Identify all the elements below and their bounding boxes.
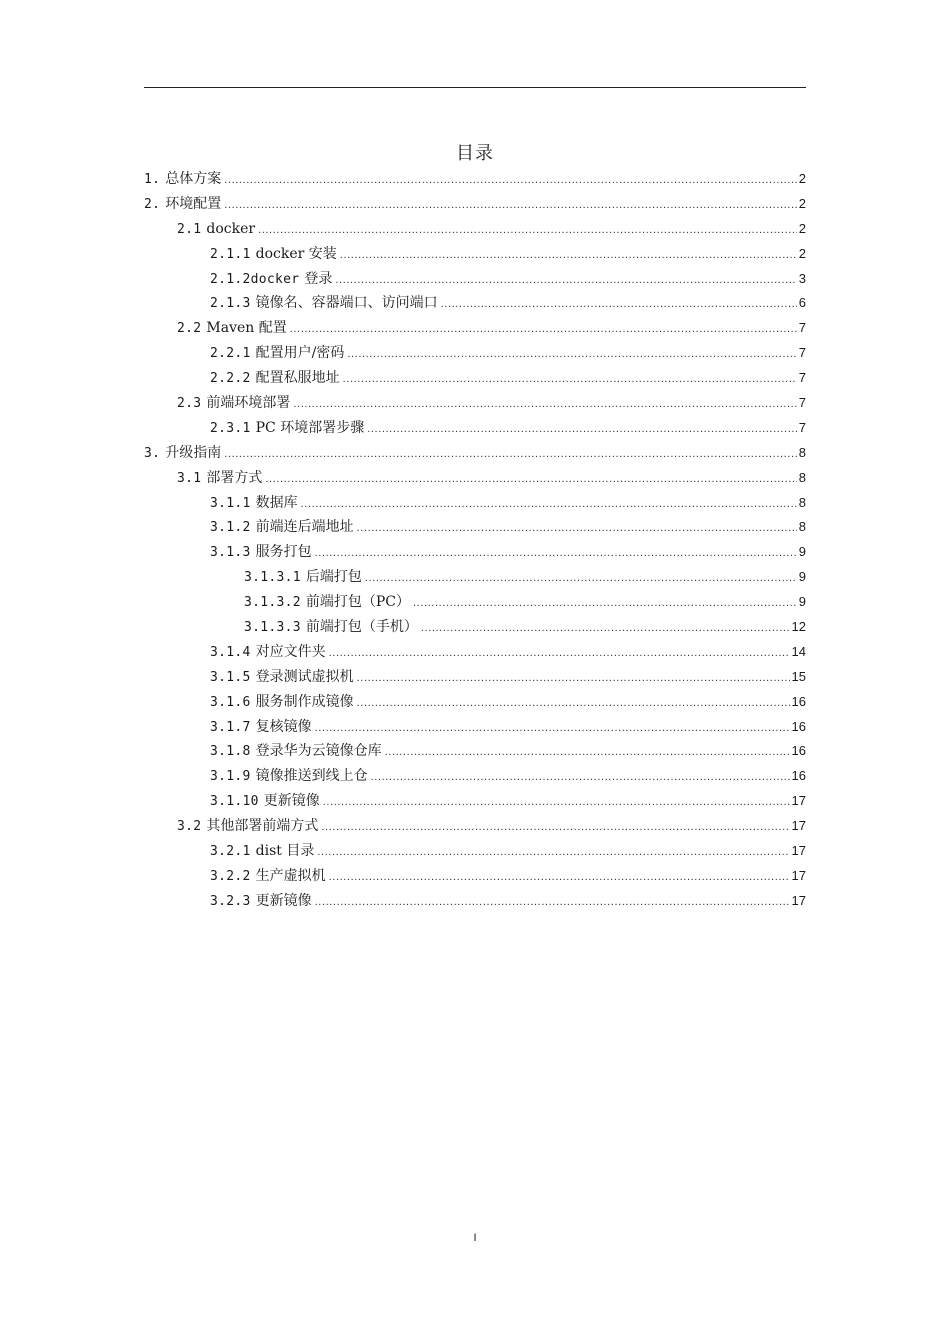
toc-entry-number: 3.1.8 <box>210 744 251 760</box>
toc-entry[interactable] <box>144 690 806 715</box>
toc-entry-title: 前端打包（PC） <box>305 594 411 611</box>
toc-entry-number: 3.1.9 <box>210 769 251 785</box>
toc-dot-leader <box>340 243 797 268</box>
toc-dot-leader <box>265 467 796 492</box>
toc-entry-number: 2.1.3 <box>210 296 251 312</box>
toc-entry-title: 对应文件夹 <box>255 643 326 660</box>
toc-dot-leader <box>347 342 796 367</box>
toc-dot-leader <box>371 765 790 790</box>
toc-entry-number: 3.1.3 <box>210 545 251 561</box>
toc-entry-title: dist 目录 <box>255 843 315 860</box>
toc-entry-number: 3.2 <box>177 819 202 835</box>
toc-entry-title: 配置用户/密码 <box>255 345 345 362</box>
toc-entry[interactable] <box>144 491 806 516</box>
toc-entry-page: 9 <box>798 569 806 585</box>
toc-entry-number: 2.1.2docker <box>210 271 300 287</box>
toc-entry[interactable] <box>144 665 806 690</box>
toc-dot-leader <box>301 492 797 517</box>
toc-entry-number: 3.2.1 <box>210 844 251 860</box>
footer-page-number: I <box>473 1232 477 1244</box>
toc-entry-page: 2 <box>798 220 806 236</box>
toc-entry-number: 3.2.3 <box>210 893 251 909</box>
toc-entry-title: 升级指南 <box>165 444 222 461</box>
toc-dot-leader <box>224 193 797 218</box>
toc-entry-title: 环境配置 <box>165 195 222 212</box>
toc-entry-number: 3.1.2 <box>210 520 251 536</box>
toc-entry[interactable] <box>144 565 806 590</box>
toc-entry-number: 3.1.1 <box>210 495 251 511</box>
toc-entry-page: 8 <box>798 494 806 510</box>
toc-entry-number: 2.2.2 <box>210 371 251 387</box>
toc-dot-leader <box>293 392 796 417</box>
toc-entry-title: 前端环境部署 <box>206 395 291 412</box>
toc-entry-number: 3. <box>144 445 161 461</box>
toc-entry-page: 16 <box>791 743 806 759</box>
toc-entry-title: 登录测试虚拟机 <box>255 668 354 685</box>
toc-entry[interactable] <box>144 715 806 740</box>
toc-entry-number: 2. <box>144 196 161 212</box>
toc-entry-title: 更新镜像 <box>263 793 320 810</box>
toc-title: 目录 <box>456 143 494 164</box>
toc-dot-leader <box>441 292 797 317</box>
toc-entry-number: 2.1 <box>177 221 202 237</box>
toc-dot-leader <box>258 218 797 243</box>
toc-entry-page: 8 <box>798 469 806 485</box>
toc-entry-page: 3 <box>798 270 806 286</box>
toc-entry[interactable] <box>144 540 806 565</box>
toc-entry-number: 2.2.1 <box>210 346 251 362</box>
toc-entry-title: PC 环境部署步骤 <box>255 419 365 436</box>
toc-entry[interactable] <box>144 416 806 441</box>
toc-entry-page: 17 <box>791 892 806 908</box>
toc-entry[interactable] <box>144 814 806 839</box>
toc-dot-leader <box>357 691 790 716</box>
toc-dot-leader <box>323 790 790 815</box>
toc-entry-page: 2 <box>798 245 806 261</box>
toc-entry-title: 数据库 <box>255 494 298 511</box>
toc-dot-leader <box>357 666 790 691</box>
toc-entry-number: 3.1.3.1 <box>244 570 301 586</box>
toc-dot-leader <box>315 716 790 741</box>
toc-entry-page: 9 <box>798 544 806 560</box>
table-of-contents <box>144 167 806 914</box>
toc-entry-title: 复核镜像 <box>255 718 312 735</box>
toc-entry-number: 3.1.4 <box>210 644 251 660</box>
toc-entry-page: 17 <box>791 867 806 883</box>
toc-entry-page: 9 <box>798 594 806 610</box>
toc-entry-title: 前端连后端地址 <box>255 519 354 536</box>
toc-entry-page: 17 <box>791 818 806 834</box>
toc-entry-title: docker 安装 <box>255 245 337 262</box>
toc-dot-leader <box>329 865 790 890</box>
toc-entry-page: 7 <box>798 345 806 361</box>
toc-entry-page: 17 <box>791 793 806 809</box>
toc-dot-leader <box>367 417 797 442</box>
toc-entry-title: 生产虚拟机 <box>255 867 326 884</box>
toc-dot-leader <box>421 616 790 641</box>
toc-entry-title: docker <box>206 220 256 237</box>
toc-entry-page: 8 <box>798 519 806 535</box>
toc-entry-page: 16 <box>791 718 806 734</box>
toc-dot-leader <box>329 641 790 666</box>
toc-entry-number: 3.1.5 <box>210 669 251 685</box>
toc-entry[interactable] <box>144 466 806 491</box>
toc-entry-title: 登录 <box>304 270 333 287</box>
toc-entry-page: 7 <box>798 370 806 386</box>
toc-entry[interactable] <box>144 192 806 217</box>
toc-entry[interactable] <box>144 615 806 640</box>
toc-entry[interactable] <box>144 291 806 316</box>
header-rule <box>144 87 806 88</box>
toc-entry[interactable] <box>144 366 806 391</box>
toc-entry-number: 3.2.2 <box>210 868 251 884</box>
toc-entry[interactable] <box>144 267 806 292</box>
toc-entry-title: 更新镜像 <box>255 892 312 909</box>
toc-dot-leader <box>224 442 797 467</box>
toc-dot-leader <box>315 890 790 915</box>
toc-entry-number: 3.1.6 <box>210 694 251 710</box>
toc-entry-page: 15 <box>791 668 806 684</box>
toc-entry-title: 总体方案 <box>165 171 222 187</box>
toc-entry-page: 17 <box>791 843 806 859</box>
toc-entry[interactable] <box>144 316 806 341</box>
toc-entry-title: 镜像名、容器端口、访问端口 <box>255 295 438 312</box>
toc-entry-title: 其他部署前端方式 <box>206 818 319 835</box>
toc-entry-number: 2.3.1 <box>210 420 251 436</box>
toc-entry-title: 镜像推送到线上仓 <box>255 768 368 785</box>
toc-dot-leader <box>224 168 797 193</box>
toc-entry-number: 2.2 <box>177 321 202 337</box>
toc-entry-title: 配置私服地址 <box>255 370 340 387</box>
toc-entry-page: 2 <box>798 195 806 211</box>
toc-entry[interactable] <box>144 217 806 242</box>
toc-entry-number: 3.1.3.2 <box>244 595 301 611</box>
toc-entry-number: 2.1.1 <box>210 246 251 262</box>
toc-entry-number: 1. <box>144 172 161 187</box>
toc-entry-page: 12 <box>791 619 806 635</box>
toc-entry-page: 8 <box>798 444 806 460</box>
toc-entry-number: 3.1.7 <box>210 719 251 735</box>
toc-entry[interactable] <box>144 789 806 814</box>
toc-entry-title: 部署方式 <box>206 469 263 486</box>
toc-entry-title: 服务打包 <box>255 544 312 561</box>
toc-entry[interactable] <box>144 590 806 615</box>
toc-entry[interactable] <box>144 839 806 864</box>
toc-entry-page: 16 <box>791 768 806 784</box>
toc-entry[interactable] <box>144 764 806 789</box>
toc-dot-leader <box>357 516 797 541</box>
toc-entry[interactable] <box>144 242 806 267</box>
toc-dot-leader <box>317 840 789 865</box>
toc-entry[interactable] <box>144 640 806 665</box>
toc-entry-number: 3.1 <box>177 470 202 486</box>
toc-entry-page: 16 <box>791 693 806 709</box>
toc-entry-page: 7 <box>798 395 806 411</box>
toc-entry-number: 2.3 <box>177 396 202 412</box>
toc-entry[interactable] <box>144 391 806 416</box>
toc-entry-page: 2 <box>798 171 806 186</box>
toc-entry-page: 6 <box>798 295 806 311</box>
toc-dot-leader <box>335 268 796 293</box>
toc-dot-leader <box>290 317 797 342</box>
toc-dot-leader <box>321 815 789 840</box>
toc-entry-page: 7 <box>798 419 806 435</box>
toc-entry-number: 3.1.3.3 <box>244 620 301 636</box>
toc-entry-title: 后端打包 <box>305 569 362 586</box>
toc-dot-leader <box>385 740 790 765</box>
toc-entry[interactable] <box>144 515 806 540</box>
toc-entry-title: 前端打包（手机） <box>305 619 418 636</box>
toc-dot-leader <box>413 591 797 616</box>
toc-entry[interactable] <box>144 167 806 192</box>
toc-entry-title: 服务制作成镜像 <box>255 693 354 710</box>
toc-dot-leader <box>315 541 797 566</box>
toc-entry-title: Maven 配置 <box>206 320 287 337</box>
toc-dot-leader <box>365 566 797 591</box>
toc-entry[interactable] <box>144 441 806 466</box>
toc-entry[interactable] <box>144 739 806 764</box>
toc-entry[interactable] <box>144 341 806 366</box>
toc-entry-number: 3.1.10 <box>210 794 259 810</box>
toc-entry-title: 登录华为云镜像仓库 <box>255 743 382 760</box>
toc-entry[interactable] <box>144 864 806 889</box>
toc-dot-leader <box>343 367 797 392</box>
toc-entry-page: 14 <box>791 643 806 659</box>
toc-entry[interactable] <box>144 889 806 914</box>
toc-entry-page: 7 <box>798 320 806 336</box>
